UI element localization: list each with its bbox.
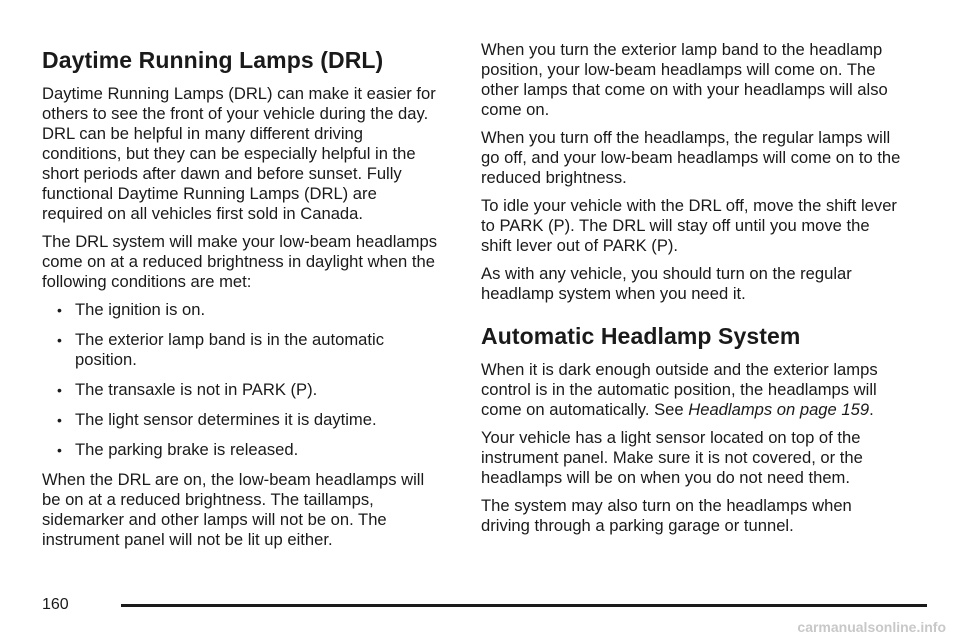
list-item-text: The parking brake is released. — [75, 440, 299, 459]
paragraph-text: When it is dark enough outside and the exterior lamps control is in the automatic position, the headlamps will come on automatically. See — [481, 360, 878, 419]
left-column — [42, 40, 442, 558]
page-footer — [42, 595, 887, 615]
list-item-text: The exterior lamp band is in the automatic position. — [75, 330, 384, 369]
page-number: 160 — [42, 596, 69, 613]
paragraph: When you turn off the headlamps, the regular lamps will go off, and your low-beam headlamps will come on to the reduced brightness. — [481, 128, 901, 187]
list-item — [42, 440, 442, 460]
watermark: carmanualsonline.info — [797, 619, 946, 635]
section-heading-drl: Daytime Running Lamps (DRL) — [42, 47, 384, 73]
bullet-icon: • — [57, 412, 62, 428]
list-item — [42, 330, 442, 370]
list-item-text: The transaxle is not in PARK (P). — [75, 380, 318, 399]
bullet-icon: • — [57, 442, 62, 458]
paragraph: To idle your vehicle with the DRL off, move the shift lever to PARK (P). The DRL will stay off until you move the shift lever out of PARK (P). — [481, 196, 897, 255]
list-item — [42, 300, 442, 320]
list-item — [42, 380, 442, 400]
bullet-icon: • — [57, 332, 62, 348]
paragraph: As with any vehicle, you should turn on the regular headlamp system when you need it. — [481, 264, 852, 303]
paragraph: Daytime Running Lamps (DRL) can make it easier for others to see the front of your vehicle during the day. DRL can be helpful in many different driving conditions, but they can be especially helpful in the short periods after dawn and before sunset. Fully functional Daytime Running Lamps (DRL) are required on all vehicles first sold in Canada. — [42, 84, 436, 223]
paragraph: Your vehicle has a light sensor located on top of the instrument panel. Make sure it is not covered, or the headlamps will be on when you do not need them. — [481, 428, 863, 487]
paragraph: When you turn the exterior lamp band to the headlamp position, your low-beam headlamps will come on. The other lamps that come on with your headlamps will also come on. — [481, 40, 888, 119]
bullet-icon: • — [57, 382, 62, 398]
list-item-text: The ignition is on. — [75, 300, 206, 319]
list-item — [42, 410, 442, 430]
conditions-list — [42, 300, 442, 460]
page-reference-link[interactable]: Headlamps on page 159 — [688, 400, 870, 419]
bullet-icon: • — [57, 302, 62, 318]
footer-rule — [121, 604, 927, 607]
right-column — [481, 40, 901, 544]
paragraph: The DRL system will make your low-beam headlamps come on at a reduced brightness in daylight when the following conditions are met: — [42, 232, 438, 291]
list-item-text: The light sensor determines it is daytime. — [75, 410, 377, 429]
paragraph: When the DRL are on, the low-beam headlamps will be on at a reduced brightness. The taillamps, sidemarker and other lamps will not be on. The instrument panel will not be lit up either. — [42, 470, 425, 549]
paragraph: The system may also turn on the headlamps when driving through a parking garage or tunnel. — [481, 496, 852, 535]
paragraph — [481, 360, 901, 420]
section-heading-automatic-headlamp: Automatic Headlamp System — [481, 323, 801, 349]
paragraph-end: . — [869, 400, 874, 419]
